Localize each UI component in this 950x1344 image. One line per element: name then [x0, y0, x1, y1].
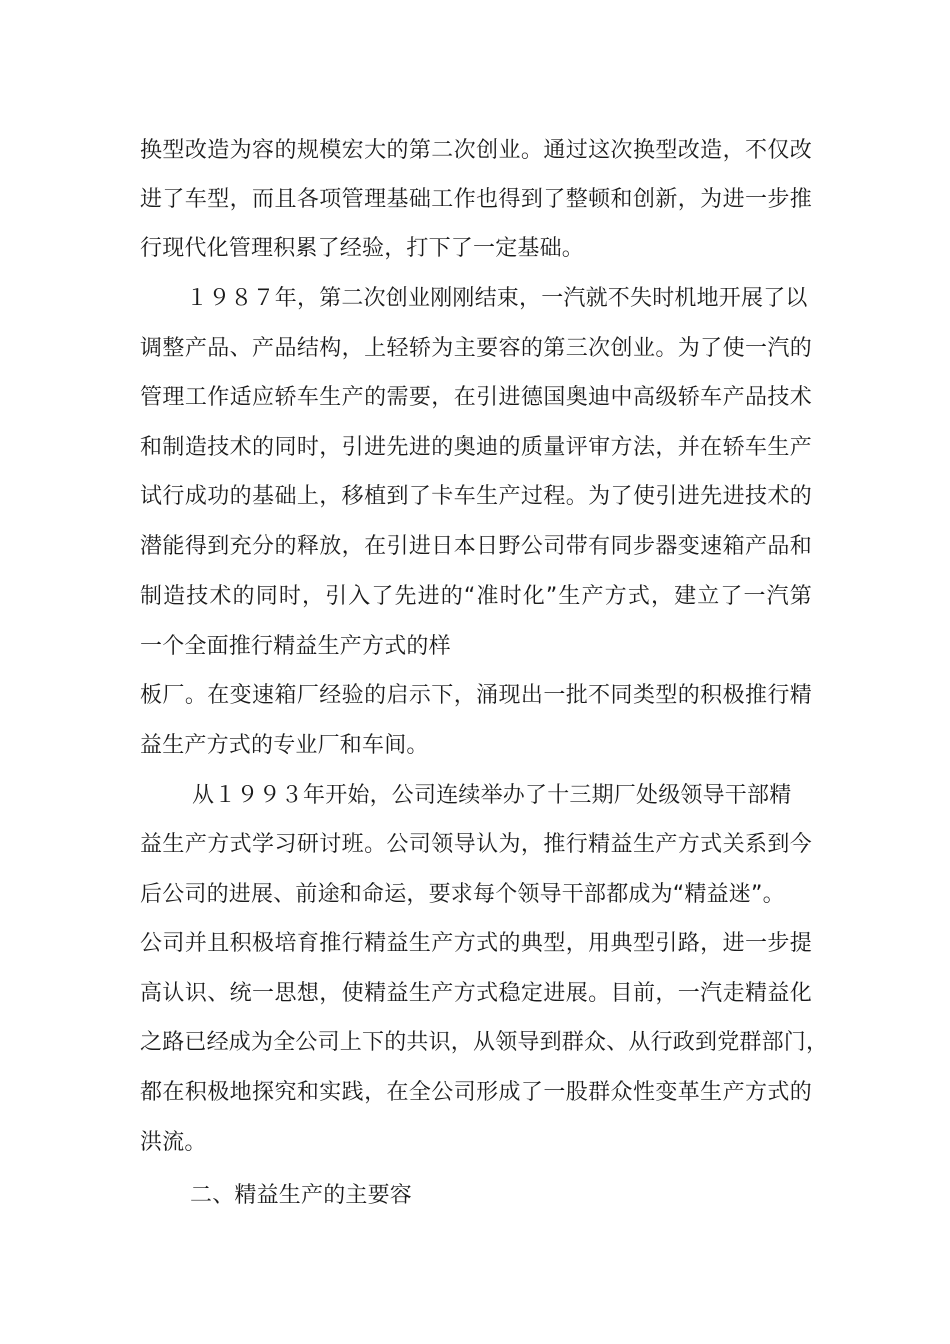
paragraph-line: 益生产方式学习研讨班。公司领导认为，推行精益生产方式关系到今	[140, 832, 812, 857]
paragraph-line: 行现代化管理积累了经验，打下了一定基础。	[140, 236, 585, 261]
paragraph-line: 换型改造为容的规模宏大的第二次创业。通过这次换型改造，不仅改	[140, 138, 812, 163]
paragraph-line: 后公司的进展、前途和命运，要求每个领导干部都成为“精益迷”。	[140, 882, 785, 907]
paragraph-line: １９８７年，第二次创业刚刚结束，一汽就不失时机地开展了以	[186, 286, 808, 311]
paragraph-line: 制造技术的同时，引入了先进的“准时化”生产方式，建立了一汽第	[140, 584, 812, 609]
paragraph-line: 公司并且积极培育推行精益生产方式的典型，用典型引路，进一步提	[140, 931, 812, 956]
paragraph-line: 洪流。	[140, 1130, 207, 1155]
paragraph-line: 管理工作适应轿车生产的需要，在引进德国奥迪中高级轿车产品技术	[140, 385, 812, 410]
paragraph-line: 板厂。在变速箱厂经验的启示下，涌现出一批不同类型的积极推行精	[140, 683, 812, 708]
paragraph-line: 调整产品、产品结构，上轻轿为主要容的第三次创业。为了使一汽的	[140, 336, 812, 361]
paragraph-line: 一个全面推行精益生产方式的样	[140, 634, 451, 659]
paragraph-line: 试行成功的基础上，移植到了卡车生产过程。为了使引进先进技术的	[140, 484, 812, 509]
paragraph-line: 和制造技术的同时，引进先进的奥迪的质量评审方法，并在轿车生产	[140, 435, 812, 460]
section-heading: 二、精益生产的主要容	[190, 1183, 413, 1208]
paragraph-line: 高认识、统一思想，使精益生产方式稳定进展。目前，一汽走精益化	[140, 981, 812, 1006]
paragraph-line: 潜能得到充分的释放，在引进日本日野公司带有同步器变速箱产品和	[140, 534, 812, 559]
paragraph-line: 都在积极地探究和实践，在全公司形成了一股群众性变革生产方式的	[140, 1080, 812, 1105]
paragraph-line: 进了车型，而且各项管理基础工作也得到了整顿和创新，为进一步推	[140, 187, 812, 212]
paragraph-line: 之路已经成为全公司上下的共识，从领导到群众、从行政到党群部门，	[140, 1030, 829, 1055]
paragraph-line: 益生产方式的专业厂和车间。	[140, 733, 429, 758]
paragraph-line: 从１９９３年开始，公司连续举办了十三期厂处级领导干部精	[192, 783, 792, 808]
